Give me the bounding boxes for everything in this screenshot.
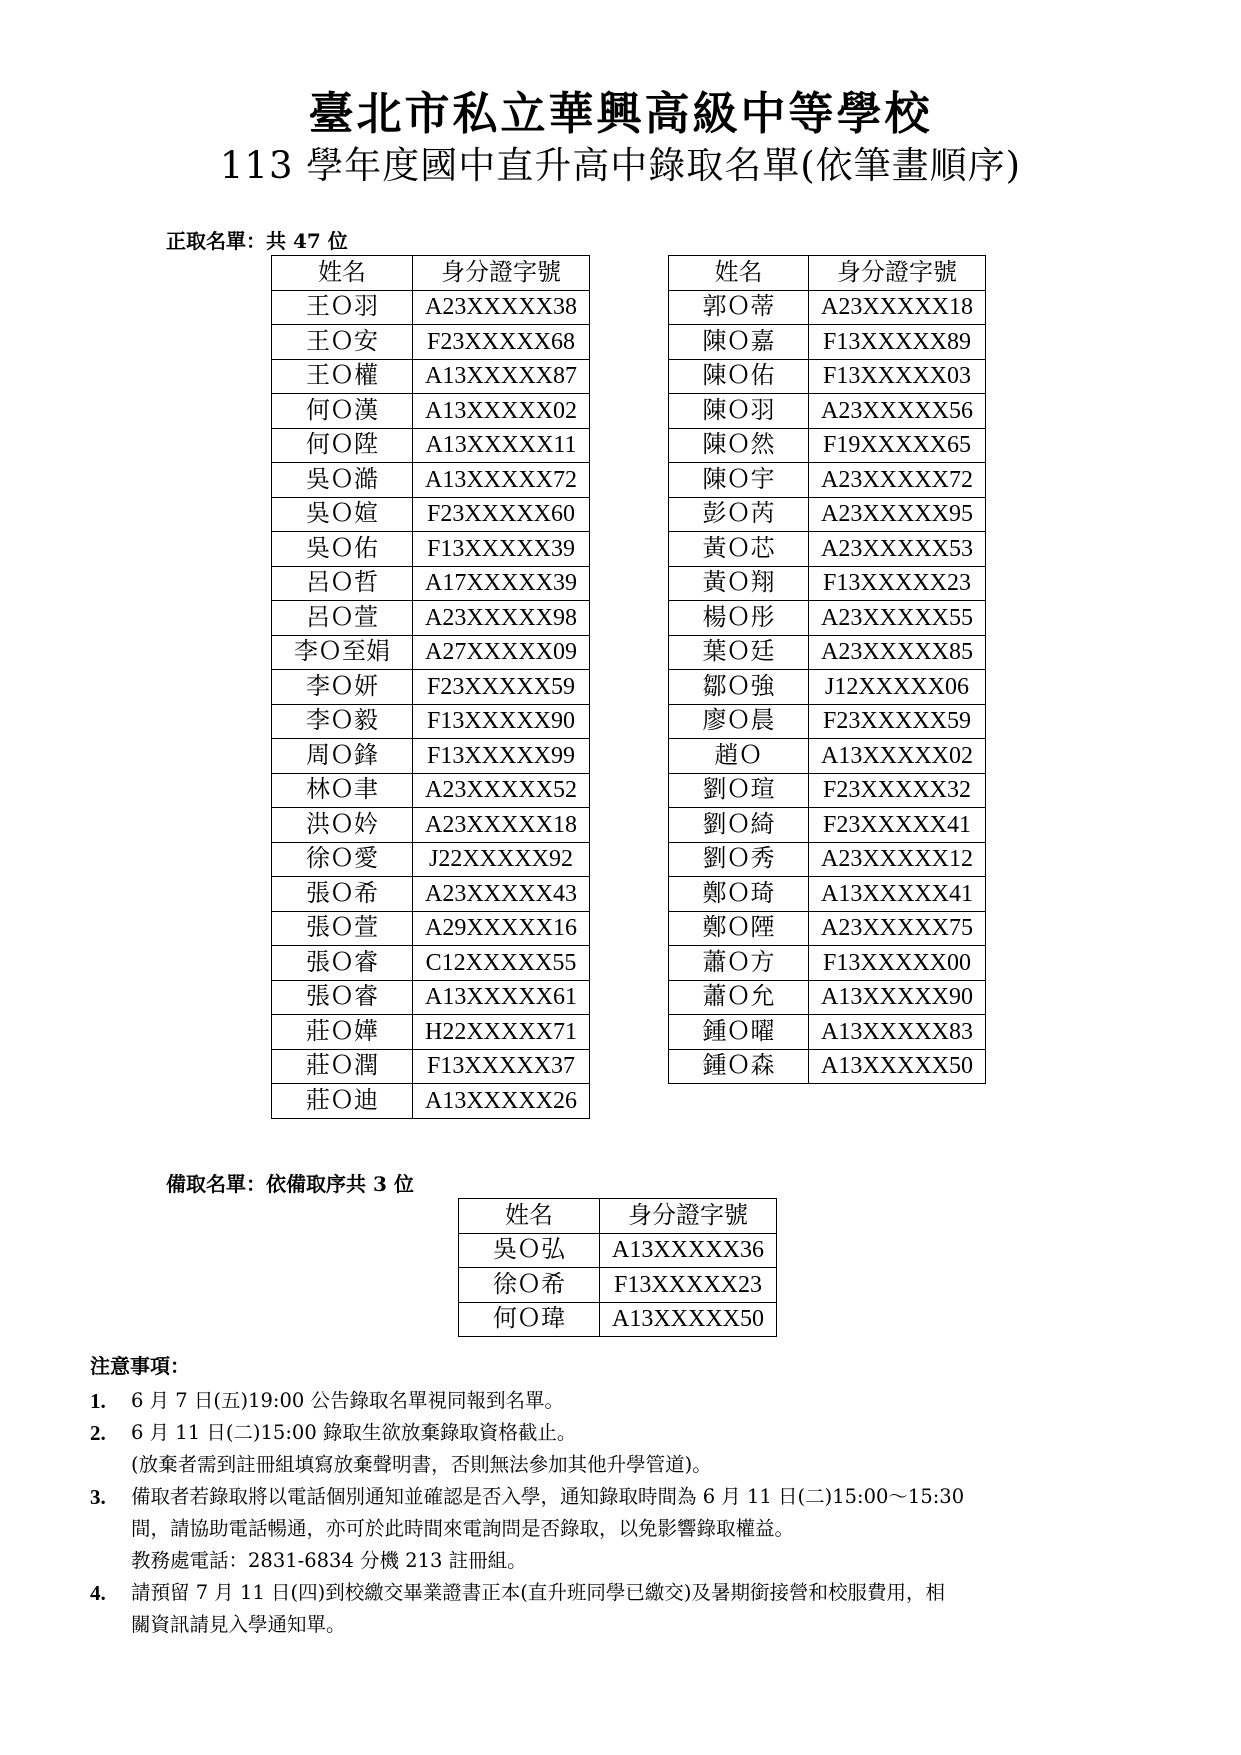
table-row <box>669 877 986 912</box>
student-name: 鄭Ｏ陻 <box>669 911 809 946</box>
student-name: 陳Ｏ然 <box>669 428 809 463</box>
student-id: A13XXXXX83 <box>809 1015 986 1050</box>
table-row <box>272 739 590 774</box>
table-row <box>669 463 986 498</box>
table-row <box>272 290 590 325</box>
student-name: 葉Ｏ廷 <box>669 635 809 670</box>
student-name: 蕭Ｏ允 <box>669 980 809 1015</box>
student-id: A13XXXXX90 <box>809 980 986 1015</box>
student-name: 趙Ｏ <box>669 739 809 774</box>
student-id: A23XXXXX98 <box>413 601 590 636</box>
student-name: 張Ｏ睿 <box>272 980 413 1015</box>
note-text-line: 間，請協助電話暢通，亦可於此時間來電詢問是否錄取，以免影響錄取權益。 <box>131 1517 795 1540</box>
student-id: A17XXXXX39 <box>413 566 590 601</box>
student-id: A13XXXXX41 <box>809 877 986 912</box>
table-row <box>272 428 590 463</box>
student-name: 郭Ｏ蒂 <box>669 290 809 325</box>
student-name: 莊Ｏ潤 <box>272 1049 413 1084</box>
note-item <box>90 1481 1170 1577</box>
student-id: A13XXXXX50 <box>600 1302 777 1337</box>
table-row <box>272 566 590 601</box>
table-row <box>272 670 590 705</box>
waitlist-table <box>458 1198 777 1337</box>
student-name: 廖Ｏ晨 <box>669 704 809 739</box>
table-row <box>669 394 986 429</box>
table-row <box>669 739 986 774</box>
student-id: F23XXXXX59 <box>809 704 986 739</box>
student-name: 洪Ｏ妗 <box>272 808 413 843</box>
student-id: F13XXXXX39 <box>413 532 590 567</box>
table-row <box>669 1015 986 1050</box>
table-row <box>459 1302 777 1337</box>
student-name: 劉Ｏ綺 <box>669 808 809 843</box>
student-name: 何Ｏ漢 <box>272 394 413 429</box>
table-row <box>272 1015 590 1050</box>
student-id: A23XXXXX12 <box>809 842 986 877</box>
note-item <box>90 1385 1170 1417</box>
student-id: A13XXXXX36 <box>600 1233 777 1268</box>
table-row <box>272 532 590 567</box>
note-text-line: 請預留 7 月 11 日(四)到校繳交畢業證書正本(直升班同學已繳交)及暑期銜接營和校服費用，相 <box>131 1581 945 1604</box>
note-number: 1. <box>90 1389 106 1413</box>
note-number: 3. <box>90 1485 106 1509</box>
student-name: 鄒Ｏ強 <box>669 670 809 705</box>
student-name: 王Ｏ安 <box>272 325 413 360</box>
notes-title: 注意事項： <box>90 1354 190 1378</box>
student-id: A13XXXXX72 <box>413 463 590 498</box>
student-name: 張Ｏ萱 <box>272 911 413 946</box>
table-header-row <box>459 1199 777 1234</box>
school-title: 臺北市私立華興高級中等學校 <box>308 87 933 140</box>
student-id: A23XXXXX56 <box>809 394 986 429</box>
table-row <box>272 980 590 1015</box>
student-name: 徐Ｏ希 <box>459 1268 600 1303</box>
student-id: F13XXXXX89 <box>809 325 986 360</box>
table-row <box>669 428 986 463</box>
student-name: 陳Ｏ羽 <box>669 394 809 429</box>
student-id: F13XXXXX00 <box>809 946 986 981</box>
student-id: A13XXXXX02 <box>809 739 986 774</box>
table-row <box>669 325 986 360</box>
table-row <box>459 1268 777 1303</box>
table-row <box>669 532 986 567</box>
student-name: 吳Ｏ弘 <box>459 1233 600 1268</box>
table-row <box>272 842 590 877</box>
table-row <box>669 842 986 877</box>
table-row <box>272 877 590 912</box>
table-row <box>272 394 590 429</box>
column-header-name: 姓名 <box>459 1199 600 1234</box>
student-id: A23XXXXX52 <box>413 773 590 808</box>
student-name: 陳Ｏ佑 <box>669 359 809 394</box>
student-name: 黃Ｏ翔 <box>669 566 809 601</box>
student-id: F13XXXXX37 <box>413 1049 590 1084</box>
student-name: 彭Ｏ芮 <box>669 497 809 532</box>
student-name: 蕭Ｏ方 <box>669 946 809 981</box>
student-name: 何Ｏ瑋 <box>459 1302 600 1337</box>
table-row <box>272 773 590 808</box>
student-id: F13XXXXX90 <box>413 704 590 739</box>
table-row <box>669 359 986 394</box>
note-text-line: 6 月 7 日(五)19:00 公告錄取名單視同報到名單。 <box>131 1389 565 1412</box>
student-id: F23XXXXX41 <box>809 808 986 843</box>
admitted-table-left <box>271 255 590 1119</box>
student-id: A23XXXXX38 <box>413 290 590 325</box>
student-name: 劉Ｏ秀 <box>669 842 809 877</box>
table-row <box>669 497 986 532</box>
student-id: F13XXXXX23 <box>809 566 986 601</box>
waitlist-label: 備取名單：依備取序共 3 位 <box>166 1172 414 1196</box>
table-row <box>669 911 986 946</box>
student-name: 張Ｏ睿 <box>272 946 413 981</box>
student-id: A23XXXXX75 <box>809 911 986 946</box>
document-subtitle: 113 學年度國中直升高中錄取名單(依筆畫順序) <box>219 144 1022 187</box>
student-id: A13XXXXX11 <box>413 428 590 463</box>
column-header-name: 姓名 <box>272 256 413 291</box>
admitted-label: 正取名單：共 47 位 <box>166 229 348 253</box>
student-name: 王Ｏ羽 <box>272 290 413 325</box>
student-id: A23XXXXX95 <box>809 497 986 532</box>
table-row <box>459 1233 777 1268</box>
column-header-id: 身分證字號 <box>809 256 986 291</box>
student-id: F23XXXXX68 <box>413 325 590 360</box>
student-name: 陳Ｏ嘉 <box>669 325 809 360</box>
student-name: 呂Ｏ哲 <box>272 566 413 601</box>
student-name: 吳Ｏ媗 <box>272 497 413 532</box>
student-id: F19XXXXX65 <box>809 428 986 463</box>
student-name: 鍾Ｏ森 <box>669 1049 809 1084</box>
table-row <box>669 704 986 739</box>
table-row <box>272 497 590 532</box>
student-id: A13XXXXX50 <box>809 1049 986 1084</box>
student-name: 鄭Ｏ琦 <box>669 877 809 912</box>
student-id: F13XXXXX99 <box>413 739 590 774</box>
student-name: 李Ｏ至娟 <box>272 635 413 670</box>
student-id: A23XXXXX18 <box>809 290 986 325</box>
student-id: A23XXXXX85 <box>809 635 986 670</box>
note-text-line: 6 月 11 日(二)15:00 錄取生欲放棄錄取資格截止。 <box>131 1421 577 1444</box>
student-id: H22XXXXX71 <box>413 1015 590 1050</box>
student-id: A23XXXXX43 <box>413 877 590 912</box>
student-name: 徐Ｏ愛 <box>272 842 413 877</box>
student-id: A13XXXXX87 <box>413 359 590 394</box>
table-header-row <box>272 256 590 291</box>
student-name: 呂Ｏ萱 <box>272 601 413 636</box>
student-id: A23XXXXX55 <box>809 601 986 636</box>
student-id: A13XXXXX26 <box>413 1084 590 1119</box>
student-id: F13XXXXX23 <box>600 1268 777 1303</box>
student-name: 陳Ｏ宇 <box>669 463 809 498</box>
admitted-table-right <box>668 255 986 1084</box>
table-row <box>272 463 590 498</box>
student-id: C12XXXXX55 <box>413 946 590 981</box>
student-id: F13XXXXX03 <box>809 359 986 394</box>
student-id: F23XXXXX32 <box>809 773 986 808</box>
table-row <box>669 290 986 325</box>
student-name: 周Ｏ鋒 <box>272 739 413 774</box>
student-id: A13XXXXX02 <box>413 394 590 429</box>
student-name: 吳Ｏ澔 <box>272 463 413 498</box>
student-id: A23XXXXX72 <box>809 463 986 498</box>
student-id: J22XXXXX92 <box>413 842 590 877</box>
student-name: 王Ｏ權 <box>272 359 413 394</box>
table-row <box>669 773 986 808</box>
table-header-row <box>669 256 986 291</box>
table-row <box>272 911 590 946</box>
student-id: A23XXXXX18 <box>413 808 590 843</box>
student-name: 何Ｏ陞 <box>272 428 413 463</box>
student-name: 張Ｏ希 <box>272 877 413 912</box>
table-row <box>669 670 986 705</box>
student-id: A13XXXXX61 <box>413 980 590 1015</box>
note-text-line: 備取者若錄取將以電話個別通知並確認是否入學，通知錄取時間為 6 月 11 日(二)15:00～15:30 <box>131 1485 965 1508</box>
table-row <box>669 1049 986 1084</box>
table-row <box>272 1049 590 1084</box>
student-name: 楊Ｏ彤 <box>669 601 809 636</box>
student-id: A29XXXXX16 <box>413 911 590 946</box>
student-name: 吳Ｏ佑 <box>272 532 413 567</box>
student-name: 莊Ｏ嬅 <box>272 1015 413 1050</box>
student-name: 鍾Ｏ曜 <box>669 1015 809 1050</box>
table-row <box>669 635 986 670</box>
column-header-id: 身分證字號 <box>413 256 590 291</box>
student-name: 莊Ｏ迪 <box>272 1084 413 1119</box>
table-row <box>272 946 590 981</box>
note-text-line: (放棄者需到註冊組填寫放棄聲明書，否則無法參加其他升學管道)。 <box>131 1453 712 1476</box>
table-row <box>669 980 986 1015</box>
note-item <box>90 1417 1170 1481</box>
table-row <box>272 635 590 670</box>
note-number: 4. <box>90 1581 106 1605</box>
note-text-line: 關資訊請見入學通知單。 <box>131 1613 346 1636</box>
table-row <box>272 704 590 739</box>
student-name: 李Ｏ毅 <box>272 704 413 739</box>
student-name: 林Ｏ聿 <box>272 773 413 808</box>
table-row <box>272 325 590 360</box>
column-header-name: 姓名 <box>669 256 809 291</box>
student-id: F23XXXXX59 <box>413 670 590 705</box>
note-text-line: 教務處電話：2831-6834 分機 213 註冊組。 <box>131 1549 527 1572</box>
table-row <box>272 808 590 843</box>
student-id: A23XXXXX53 <box>809 532 986 567</box>
column-header-id: 身分證字號 <box>600 1199 777 1234</box>
student-id: F23XXXXX60 <box>413 497 590 532</box>
table-row <box>272 1084 590 1119</box>
notes-list <box>90 1385 1170 1641</box>
student-name: 黃Ｏ芯 <box>669 532 809 567</box>
table-row <box>272 601 590 636</box>
table-row <box>669 601 986 636</box>
student-name: 李Ｏ妍 <box>272 670 413 705</box>
table-row <box>669 946 986 981</box>
table-row <box>272 359 590 394</box>
table-row <box>669 808 986 843</box>
note-number: 2. <box>90 1421 106 1445</box>
student-id: J12XXXXX06 <box>809 670 986 705</box>
note-item <box>90 1577 1170 1641</box>
table-row <box>669 566 986 601</box>
student-name: 劉Ｏ瑄 <box>669 773 809 808</box>
student-id: A27XXXXX09 <box>413 635 590 670</box>
